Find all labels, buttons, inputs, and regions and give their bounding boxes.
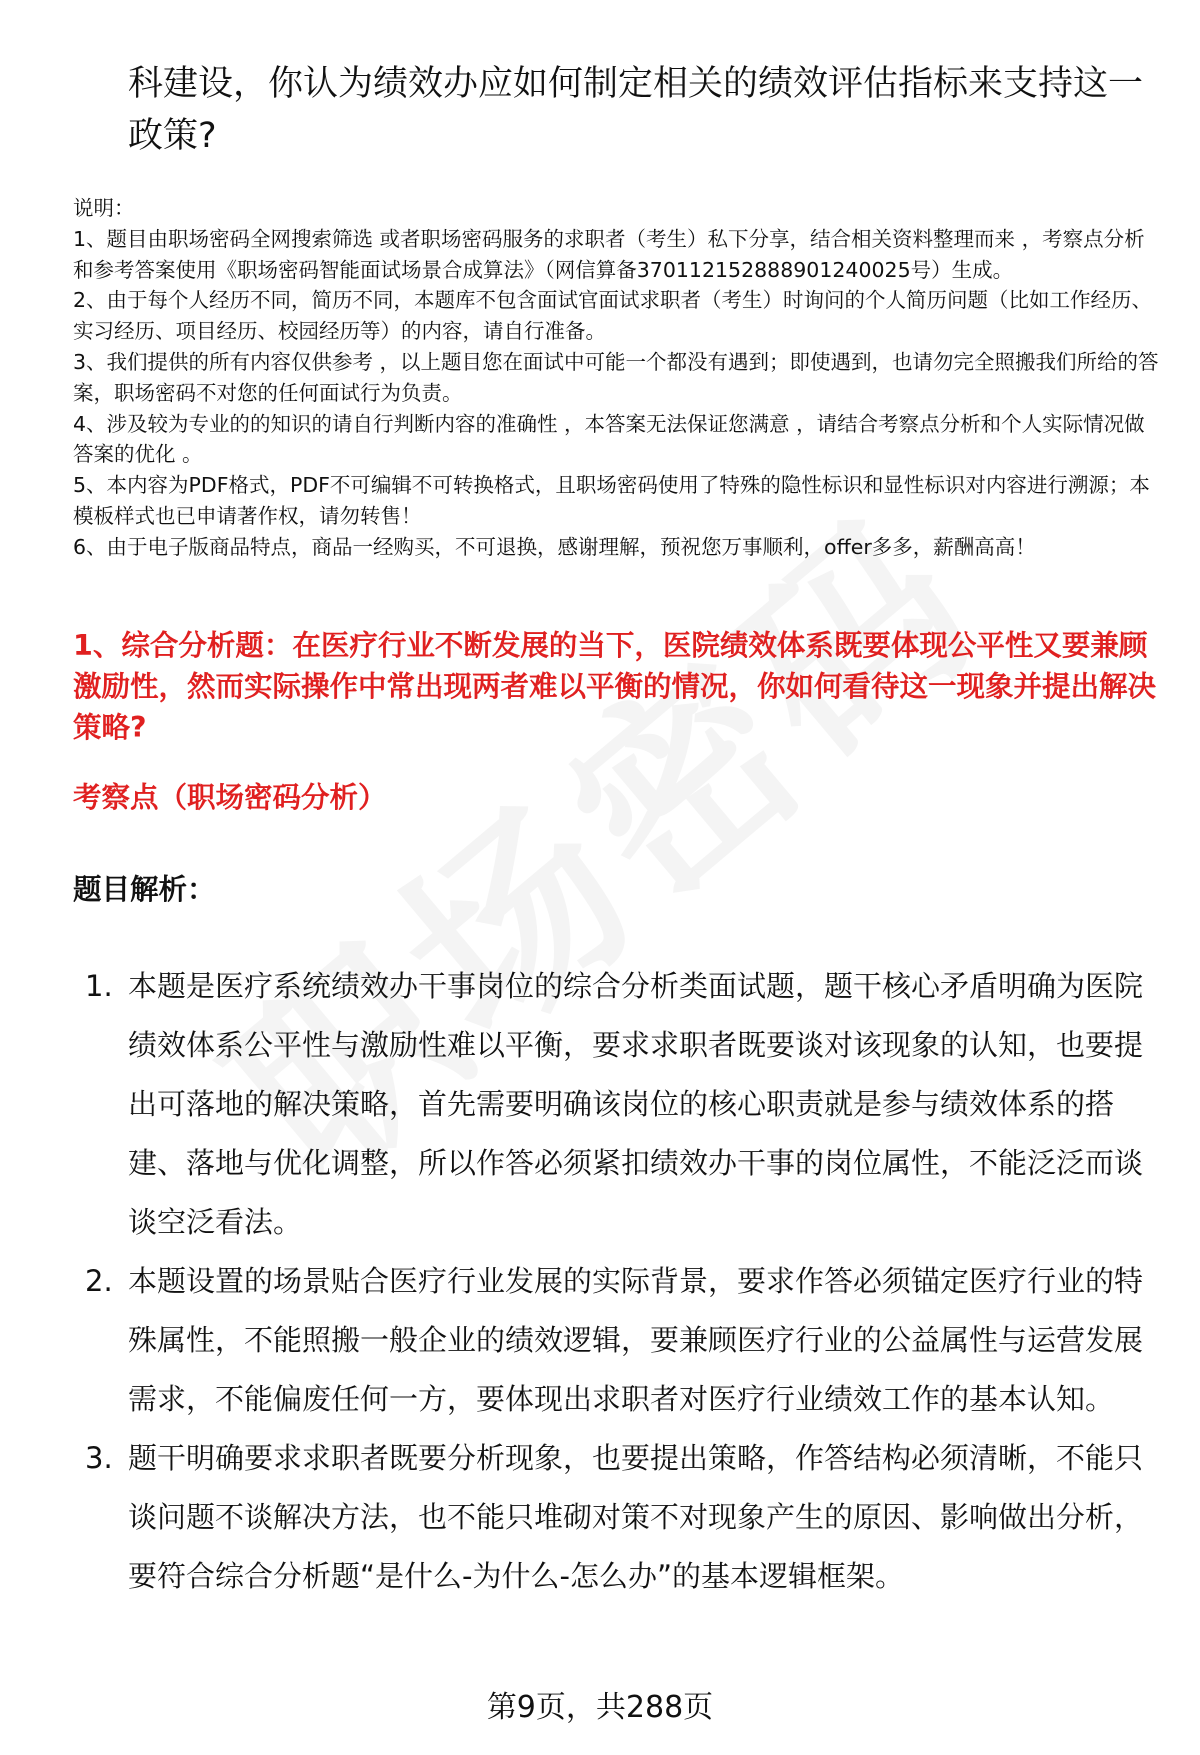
question-heading: 1、综合分析题：在医疗行业不断发展的当下，医院绩效体系既要体现公平性又要兼顾激励性，然而实际操作中常出现两者难以平衡的情况，你如何看待这一现象并提出解决策略?	[73, 629, 1157, 744]
analysis-item-number: 3.	[85, 1441, 113, 1475]
notes-section	[73, 193, 1163, 563]
analysis-list	[80, 957, 1150, 1606]
page-number-footer: 第9页，共288页	[486, 1690, 714, 1725]
note-item-6: 6、由于电子版商品特点，商品一经购买，不可退换，感谢理解，预祝您万事顺利，offer多多，薪酬高高！	[73, 534, 1036, 559]
analysis-item-3	[80, 1429, 1150, 1606]
analysis-item-text: 本题是医疗系统绩效办干事岗位的综合分析类面试题，题干核心矛盾明确为医院绩效体系公平性与激励性难以平衡，要求求职者既要谈对该现象的认知，也要提出可落地的解决策略，首先需要明确该岗位的核心职责就是参与绩效体系的搭建、落地与优化调整，所以作答必须紧扣绩效办干事的岗位属性，不能泛泛而谈谈空泛看法。	[128, 969, 1144, 1239]
continued-question: 科建设，你认为绩效办应如何制定相关的绩效评估指标来支持这一政策?	[128, 64, 1144, 156]
analysis-item-number: 2.	[85, 1264, 113, 1298]
note-item-4: 4、涉及较为专业的的知识的请自行判断内容的准确性 ，本答案无法保证您满意 ，请结合考察点分析和个人实际情况做答案的优化 。	[73, 411, 1145, 467]
assessment-point-heading: 考察点（职场密码分析）	[73, 781, 387, 814]
note-item-2: 2、由于每个人经历不同，简历不同，本题库不包含面试官面试求职者（考生）时询问的个人简历问题（比如工作经历、实习经历、项目经历、校园经历等）的内容，请自行准备。	[73, 288, 1153, 344]
note-item-1: 1、题目由职场密码全网搜索筛选 或者职场密码服务的求职者（考生）私下分享，结合相关资料整理而来 ，考察点分析和参考答案使用《职场密码智能面试场景合成算法》（网信算备370112152888901240025号）生成。	[73, 226, 1145, 282]
note-item-5: 5、本内容为PDF格式，PDF不可编辑不可转换格式，且职场密码使用了特殊的隐性标识和显性标识对内容进行溯源；本模板样式也已申请著作权，请勿转售！	[73, 473, 1150, 528]
analysis-item-2	[80, 1252, 1150, 1429]
analysis-item-1	[80, 957, 1150, 1252]
analysis-heading: 题目解析：	[73, 873, 216, 906]
analysis-item-text: 本题设置的场景贴合医疗行业发展的实际背景，要求作答必须锚定医疗行业的特殊属性，不能照搬一般企业的绩效逻辑，要兼顾医疗行业的公益属性与运营发展需求，不能偏废任何一方，要体现出求职者对医疗行业绩效工作的基本认知。	[128, 1264, 1144, 1416]
note-item-3: 3、我们提供的所有内容仅供参考 ，以上题目您在面试中可能一个都没有遇到；即使遇到，也请勿完全照搬我们所给的答案，职场密码不对您的任何面试行为负责。	[73, 349, 1159, 405]
notes-title: 说明：	[73, 196, 135, 220]
analysis-item-text: 题干明确要求求职者既要分析现象，也要提出策略，作答结构必须清晰，不能只谈问题不谈解决方法，也不能只堆砌对策不对现象产生的原因、影响做出分析，要符合综合分析题“是什么-为什么-怎么办”的基本逻辑框架。	[128, 1441, 1144, 1593]
analysis-item-number: 1.	[85, 969, 113, 1003]
